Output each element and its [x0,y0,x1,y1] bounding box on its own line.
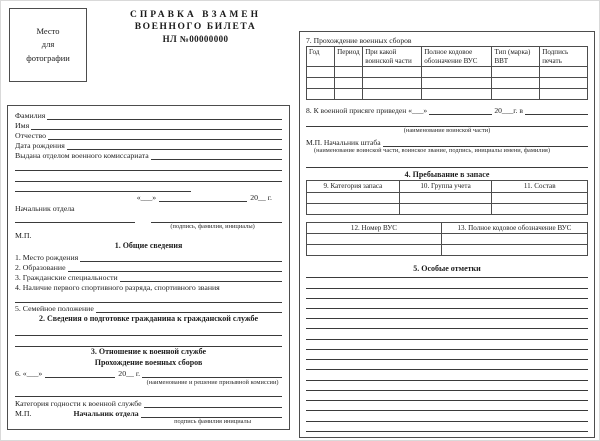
signature-hint: (подпись, фамилия, инициалы) [170,223,255,231]
table-empty-row [307,245,588,256]
marital-status-blank-line [96,304,282,313]
military-records-panel [299,31,595,438]
field-row-civil-specialties [15,272,282,282]
date-quote: «___» [136,193,157,203]
blank-line [306,359,588,360]
col-header-equipment-type: Тип (марка) ВВТ [492,47,540,67]
blank-line [306,277,588,278]
partial-blank-line-row [15,183,282,193]
patronymic-blank-line [48,131,282,140]
form-number: НЛ №00000000 [162,33,229,44]
section1-heading: 1. Общие сведения [114,240,183,250]
draft-commission-row [15,369,282,379]
field-row-surname [15,110,282,120]
blank-line [306,380,588,381]
table-header-row [307,222,588,234]
marital-status-label: 5. Семейное положение [15,304,94,314]
unit-name-hint: (наименование воинской части) [403,126,491,134]
chief-signature-blank-line [141,409,282,418]
table-empty-row [307,192,588,203]
birthdate-label: Дата рождения [15,141,65,151]
vus-number-table [306,222,588,257]
col-header-vus-full-code: 13. Полное кодовое обозначение ВУС [441,222,587,234]
field-row-marital-status [15,304,282,314]
photo-box-line: фотографии [26,52,70,63]
col-header-period: Период [335,47,363,67]
birthdate-blank-line [67,141,282,150]
col-header-composition: 11. Состав [492,181,588,193]
draft-commission-hint: (наименование и решение призывной комиссии) [146,379,279,387]
table-empty-row [307,67,588,78]
chief-of-section-row [15,203,282,213]
blank-line [306,328,588,329]
section5-heading: 5. Особые отметки [413,264,481,274]
oath-row [306,105,588,115]
fitness-category-label: Категория годности к военной службе [15,398,142,408]
section3-subheading: Прохождение военных сборов [94,357,203,367]
section2-heading: 2. Сведения о подготовке гражданина к гражданской службе [39,313,258,323]
table-header-row [307,47,588,67]
form-title [93,10,298,45]
blank-line [306,369,588,370]
col-header-vus-code: Полное кодовое обозначение ВУС [422,47,492,67]
staff-chief-blank-line [383,138,588,147]
staff-chief-label: М.П. Начальник штаба [306,137,381,147]
item6-year: 20__ г. [118,369,141,379]
surname-label: Фамилия [15,110,46,120]
blank-line [306,421,588,422]
blank-line [15,183,191,192]
item6-blank-line [45,369,115,378]
blank-line [15,293,282,303]
firstname-blank-line [31,121,282,130]
oath-date-blank [429,106,492,115]
field-row-birthplace [15,252,282,262]
blank-line [15,387,282,397]
fitness-category-blank-line [144,399,282,408]
blank-line [306,410,588,411]
signature-row [15,213,282,223]
table-empty-row [307,78,588,89]
blank-line [306,157,588,167]
section3-heading: 3. Отношение к военной службе [90,347,207,357]
education-blank-line [68,263,282,272]
oath-place-blank [525,106,588,115]
chief-signature-row [15,408,282,418]
blank-line [306,318,588,319]
blank-line [15,336,282,346]
form-title-line1: СПРАВКА ВЗАМЕН [129,10,262,20]
blank-line [306,349,588,350]
staff-chief-hint: (наименование воинской части, воинское звание, подпись, инициалы имени, фамилия) [314,146,550,154]
table-empty-row [307,89,588,100]
field-row-issued-by [15,151,282,161]
blank-line [306,431,588,432]
reserve-status-table [306,180,588,215]
item6-prefix: 6. «___» [15,369,43,379]
date-blank-line [159,193,247,202]
photo-placeholder-box [9,8,87,82]
col-header-vus-number: 12. Номер ВУС [307,222,442,234]
col-header-reserve-category: 9. Категория запаса [307,181,400,193]
civil-specialties-label: 3. Гражданские специальности [15,273,118,283]
signature-blank-right [151,214,282,223]
blank-line [306,339,588,340]
issued-by-blank-line [151,151,282,160]
col-header-record-group: 10. Группа учета [399,181,492,193]
form-title-line2: ВОЕННОГО БИЛЕТА [134,21,257,32]
field-row-education [15,262,282,272]
issued-by-label: Выдана отделом военного комиссариата [15,151,149,161]
staff-chief-row [306,137,588,147]
field-row-sports-rank [15,283,282,293]
oath-year: 20___г. в [494,105,523,115]
chief-of-section-label: Начальник отдела [15,203,75,213]
stamp-mark: М.П. [15,231,32,241]
issue-date-row [15,193,272,203]
blank-line [306,288,588,289]
civil-specialties-blank-line [120,273,282,282]
military-training-table [306,46,588,100]
patronymic-label: Отчество [15,130,47,140]
surname-blank-line [47,111,282,120]
section7-label: 7. Прохождение военных сборов [306,36,412,45]
stamp-mark: М.П. [15,408,32,418]
blank-line [306,390,588,391]
field-row-birthdate [15,140,282,150]
blank-line [306,400,588,401]
table-empty-row [307,234,588,245]
field-row-firstname [15,120,282,130]
blank-line [306,117,588,127]
sports-rank-label: 4. Наличие первого спортивного разряда, спортивного звания [15,283,220,293]
table-header-row [307,181,588,193]
birthplace-label: 1. Место рождения [15,252,79,262]
col-header-year: Год [307,47,335,67]
chief-of-section-label: Начальник отдела [73,408,139,418]
photo-box-line: Место [36,26,60,37]
photo-box-line: для [41,39,55,50]
blank-line [15,325,282,335]
item6-blank-right [142,369,282,378]
date-year: 20__ г. [250,193,272,203]
section4-heading: 4. Пребывание в запасе [404,169,490,179]
special-marks-lines [306,277,588,432]
col-header-signature: Подпись печать [540,47,588,67]
col-header-unit: При какой воинской части [363,47,422,67]
blank-line [306,308,588,309]
oath-label: 8. К военной присяге приведен «___» [306,105,428,115]
firstname-label: Имя [15,120,30,130]
blank-line [15,161,282,171]
fitness-category-row [15,398,282,408]
blank-line [306,298,588,299]
chief-signature-hint: подпись фамилия инициалы [174,418,252,426]
personal-data-panel [7,105,290,430]
field-row-patronymic [15,130,282,140]
education-label: 2. Образование [15,262,66,272]
signature-blank-left [15,214,135,223]
birthplace-blank-line [80,253,282,262]
blank-line [15,172,282,182]
table-empty-row [307,203,588,214]
